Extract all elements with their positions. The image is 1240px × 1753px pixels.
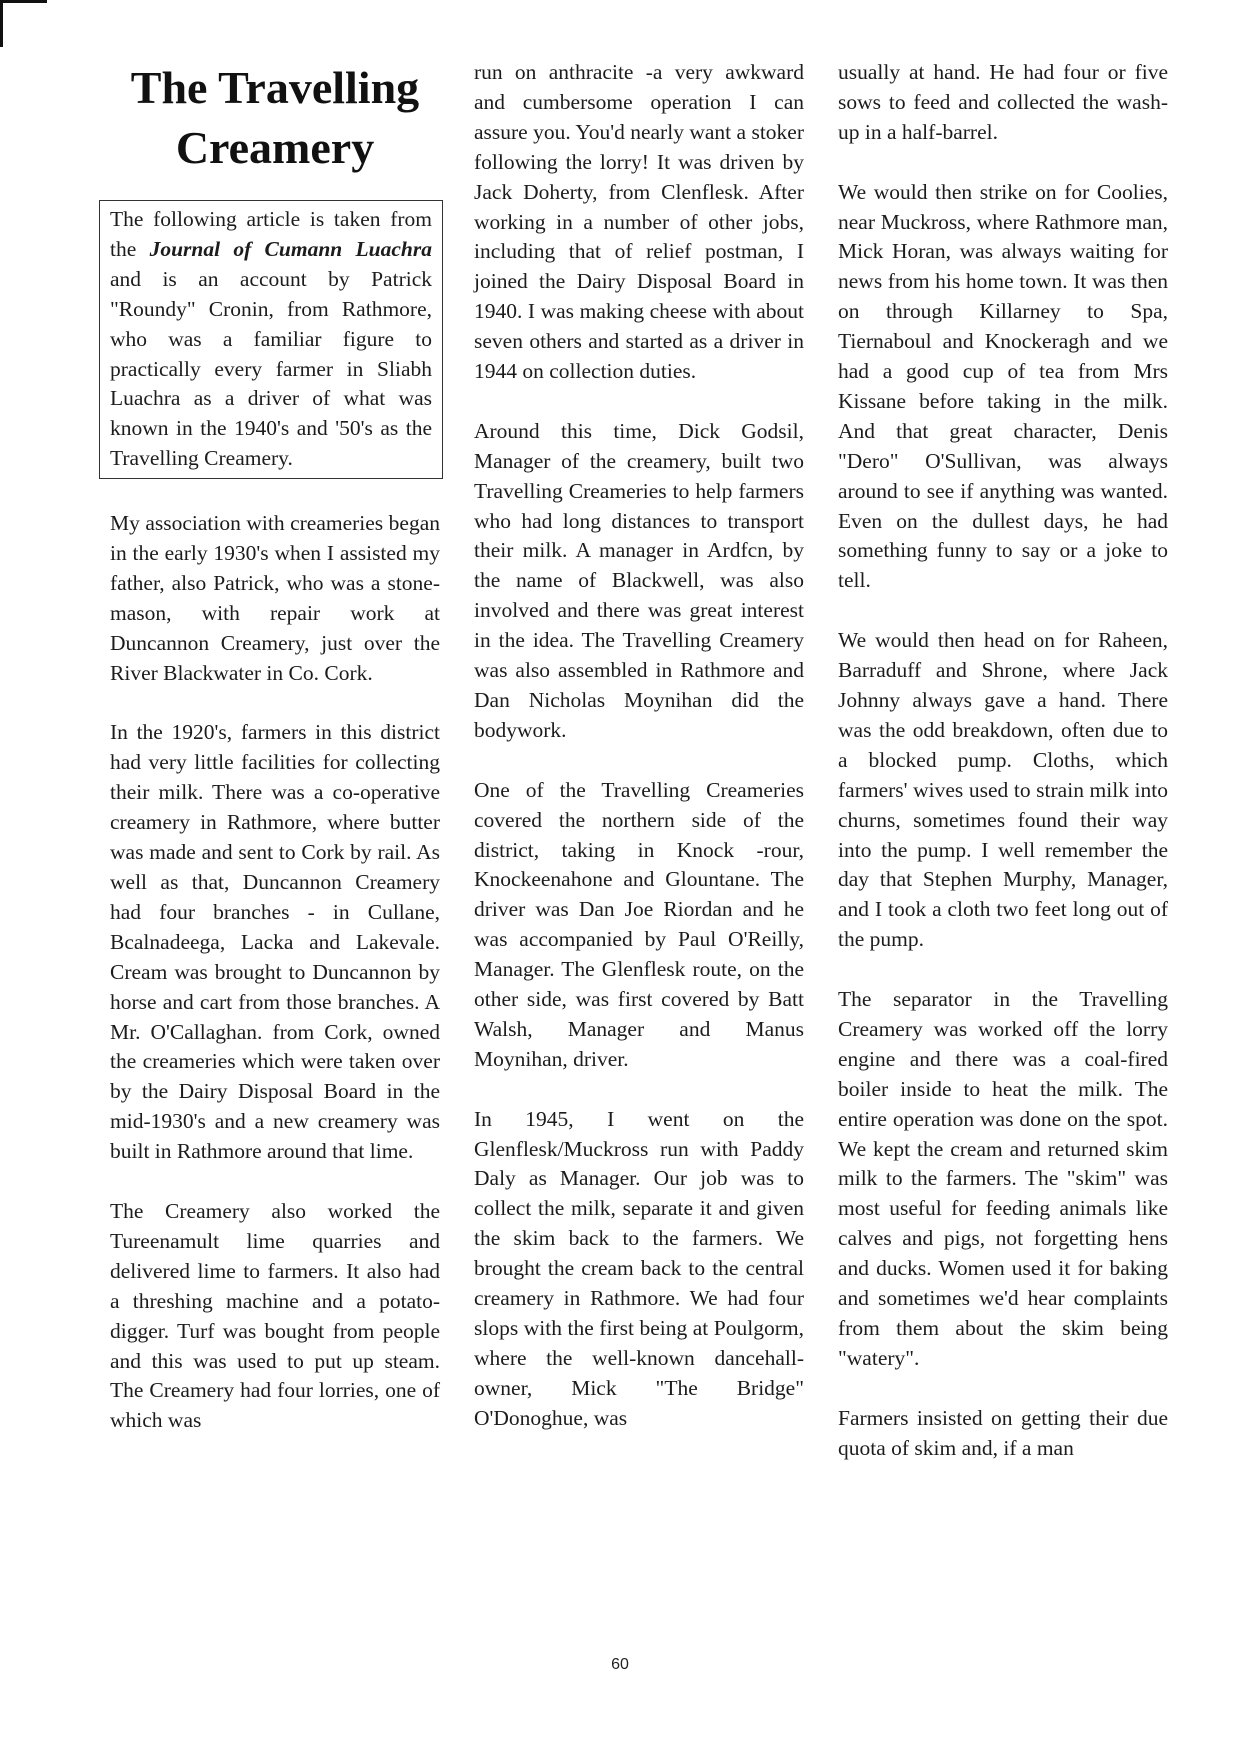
- paragraph: The separator in the Travelling Creamery was worked off the lorry engine and there was a coal-fired boiler inside to heat the milk. The entire operation was done on the spot. We kept the cream and returned skim milk to the farmers. The "skim" was most useful for feeding animals like calves and pigs, not forgetting hens and ducks. Women used it for baking and sometimes we'd hear complaints from them about the skim being "watery".: [838, 987, 1168, 1370]
- article-title: The Travelling Creamery: [130, 62, 420, 173]
- paragraph: We would then head on for Raheen, Barraduff and Shrone, where Jack Johnny always gave a hand. There was the odd breakdown, often due to a blocked pump. Cloths, which farmers' wives used to strain milk into churns, sometimes found their way into the pump. I well remember the day that Stephen Murphy, Manager, and I took a cloth two feet long out of the pump.: [838, 628, 1168, 952]
- crop-corner-mark: [0, 0, 47, 47]
- paragraph: Farmers insisted on getting their due quota of skim and, if a man: [838, 1405, 1168, 1460]
- paragraph: run on anthracite -a very awkward and cumbersome operation I can assure you. You'd nearly want a stoker following the lorry! It was driven by Jack Doherty, from Clenflesk. After working in a number of other jobs, including that of relief postman, I joined the Dairy Disposal Board in 1940. I was making cheese with about seven others and started as a driver in 1944 on collection duties.: [474, 60, 804, 384]
- paragraph: My association with creameries began in the early 1930's when I assisted my father, also Patrick, who was a stone-mason, with repair work at Duncannon Creamery, just over the River Blackwater in Co. Cork.: [110, 511, 440, 685]
- paragraph: The Creamery also worked the Tureenamult lime quarries and delivered lime to farmers. It also had a threshing machine and a potato-digger. Turf was bought from people and this was used to put up steam. The Creamery had four lorries, one of which was: [110, 1198, 440, 1433]
- page-number: 60: [611, 1656, 629, 1673]
- paragraph: In the 1920's, farmers in this district had very little facilities for collecting their milk. There was a co-operative creamery in Rathmore, where butter was made and sent to Cork by rail. As well as that, Duncannon Creamery had four branches - in Cullane, Bcalnadeega, Lacka and Lakevale. Cream was brought to Duncannon by horse and cart from those branches. A Mr. O'Callaghan. from Cork, owned the creameries which were taken over by the Dairy Disposal Board in the mid-1930's and a new creamery was built in Rathmore around that lime.: [110, 720, 440, 1164]
- intro-box: [99, 200, 443, 479]
- journal-name: Journal of Cumann Luachra: [149, 236, 432, 261]
- paragraph: One of the Travelling Creameries covered the northern side of the district, taking in Knock -rour, Knockeenahone and Glountane. The driver was Dan Joe Riordan and he was accompanied by Paul O'Reilly, Manager. The Glenflesk route, on the other side, was first covered by Batt Walsh, Manager and Manus Moynihan, driver.: [474, 777, 804, 1071]
- intro-text-start: The following article is taken from the: [110, 207, 432, 261]
- paragraph: We would then strike on for Coolies, near Muckross, where Rathmore man, Mick Horan, was always waiting for news from his home town. It was then on through Killarney to Spa, Tiernaboul and Knockeragh and we had a good cup of tea from Mrs Kissane before taking in the milk. And that great character, Denis "Dero" O'Sullivan, was always around to see if anything was wanted. Even on the dullest days, he had something funny to say or a joke to tell.: [838, 179, 1168, 593]
- paragraph: Around this time, Dick Godsil, Manager of the creamery, built two Travelling Creameries to help farmers who had long distances to transport their milk. A manager in Ardfcn, by the name of Blackwell, was also involved and there was great interest in the idea. The Travelling Creamery was also assembled in Rathmore and Dan Nicholas Moynihan did the bodywork.: [474, 418, 804, 742]
- intro-text-end: and is an account by Patrick "Roundy" Cronin, from Rathmore, who was a familiar figure to practically every farmer in Sliabh Luachra as a driver of what was known in the 1940's and '50's as the Travelling Creamery.: [110, 266, 432, 471]
- paragraph: usually at hand. He had four or five sows to feed and collected the wash-up in a half-barrel.: [838, 60, 1168, 144]
- column-2: [474, 58, 804, 1464]
- column-3: [838, 58, 1168, 1493]
- intro-paragraph: [110, 205, 432, 474]
- paragraph: In 1945, I went on the Glenflesk/Muckross run with Paddy Daly as Manager. Our job was to collect the milk, separate it and given the skim back to the farmers. We brought the cream back to the central creamery in Rathmore. We had four slops with the first being at Poulgorm, where the well-known dancehall-owner, Mick "The Bridge" O'Donoghue, was: [474, 1106, 804, 1430]
- column-1: [110, 58, 440, 1466]
